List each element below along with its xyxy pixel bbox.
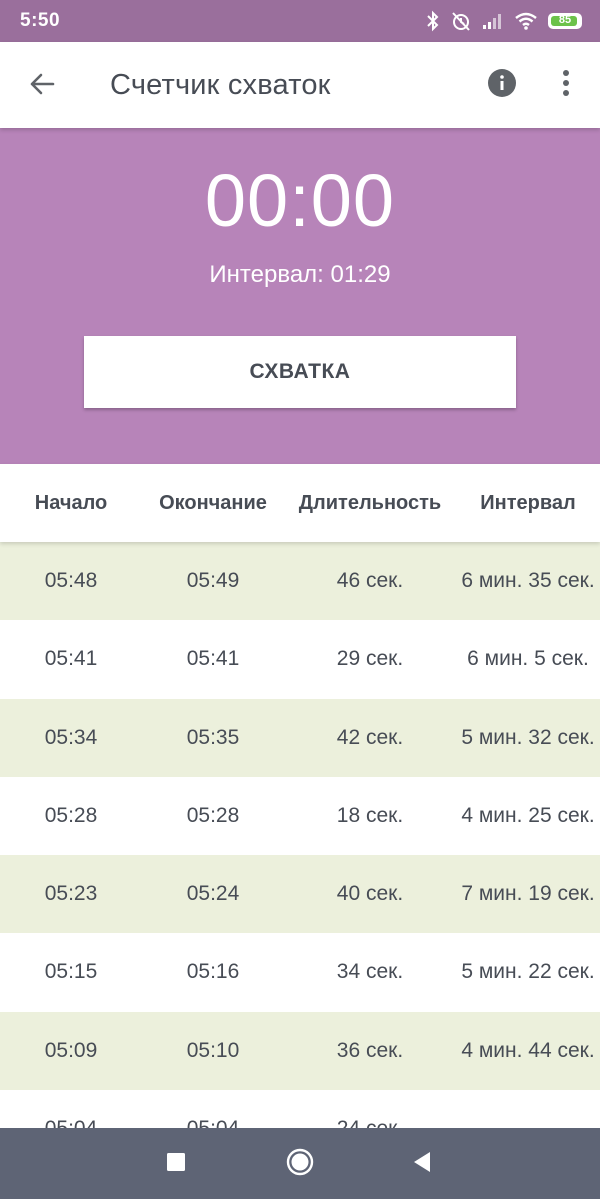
back-triangle-icon xyxy=(412,1151,432,1178)
status-time: 5:50 xyxy=(20,10,61,31)
table-row[interactable] xyxy=(0,777,600,855)
back-nav-button[interactable] xyxy=(402,1144,442,1184)
home-circle-icon xyxy=(286,1148,314,1181)
home-button[interactable] xyxy=(280,1144,320,1184)
back-button[interactable] xyxy=(18,62,66,110)
column-header-duration: Длительность xyxy=(298,492,442,514)
recents-square-icon xyxy=(166,1152,186,1177)
info-button[interactable] xyxy=(482,62,522,108)
wifi-icon xyxy=(514,12,538,30)
cell-interval: 7 мин. 19 сек. xyxy=(461,882,595,906)
bluetooth-icon xyxy=(426,11,440,31)
cell-duration: 29 сек. xyxy=(336,647,404,671)
cell-interval: 5 мин. 32 сек. xyxy=(461,725,595,749)
table-row[interactable] xyxy=(0,542,600,620)
timer-panel xyxy=(0,128,600,464)
timer-display: 00:00 xyxy=(204,159,396,242)
contraction-button[interactable]: СХВАТКА xyxy=(84,336,516,408)
cell-interval: 6 мин. 5 сек. xyxy=(467,647,589,671)
cell-end: 05:16 xyxy=(186,960,240,984)
recents-button[interactable] xyxy=(156,1144,196,1184)
cell-start: 05:48 xyxy=(44,569,98,592)
table-row[interactable] xyxy=(0,855,600,933)
cell-end: 05:24 xyxy=(186,882,240,906)
status-bar xyxy=(0,0,600,42)
cell-end: 05:41 xyxy=(186,647,240,671)
cell-start: 05:09 xyxy=(44,1038,98,1062)
battery-level: 85 xyxy=(558,14,572,26)
cell-start: 05:34 xyxy=(44,725,98,749)
alarm-off-icon xyxy=(450,10,472,32)
cell-end: 05:28 xyxy=(186,803,240,827)
table-header xyxy=(0,464,600,542)
cell-interval: 6 мин. 35 сек. xyxy=(461,569,595,592)
cell-end: 05:10 xyxy=(186,1038,240,1062)
table-row[interactable] xyxy=(0,620,600,698)
cell-start: 05:41 xyxy=(44,647,98,671)
cell-start: 05:28 xyxy=(44,803,98,827)
cell-end: 05:35 xyxy=(186,725,240,749)
cell-duration: 40 сек. xyxy=(336,882,404,906)
column-header-end: Окончание xyxy=(159,492,267,514)
cell-end: 05:49 xyxy=(186,569,240,592)
system-nav-bar xyxy=(0,1128,600,1199)
more-vert-icon xyxy=(562,69,570,102)
cell-duration: 34 сек. xyxy=(336,960,404,984)
interval-label: Интервал: 01:29 xyxy=(209,261,391,288)
table-row[interactable] xyxy=(0,933,600,1011)
info-icon xyxy=(487,68,517,103)
cell-duration: 36 сек. xyxy=(336,1038,404,1062)
cell-duration: 42 сек. xyxy=(336,725,404,749)
battery-icon xyxy=(548,13,582,29)
app-bar xyxy=(0,42,600,128)
contractions-list[interactable] xyxy=(0,542,600,1128)
cell-duration: 46 сек. xyxy=(336,569,404,592)
table-row[interactable] xyxy=(0,1012,600,1090)
signal-icon xyxy=(482,12,504,30)
back-arrow-icon xyxy=(28,70,56,103)
cell-interval: 4 мин. 44 сек. xyxy=(461,1038,595,1062)
cell-interval: 4 мин. 25 сек. xyxy=(461,803,595,827)
cell-start: 05:15 xyxy=(44,960,98,984)
status-icons xyxy=(426,9,582,33)
more-options-button[interactable] xyxy=(546,62,586,108)
cell-interval: 5 мин. 22 сек. xyxy=(461,960,595,984)
column-header-start: Начало xyxy=(34,492,108,514)
cell-start: 05:23 xyxy=(44,882,98,906)
cell-duration: 18 сек. xyxy=(336,803,404,827)
column-header-interval: Интервал xyxy=(480,492,576,514)
page-title: Счетчик схваток xyxy=(110,69,331,101)
table-row[interactable] xyxy=(0,699,600,777)
